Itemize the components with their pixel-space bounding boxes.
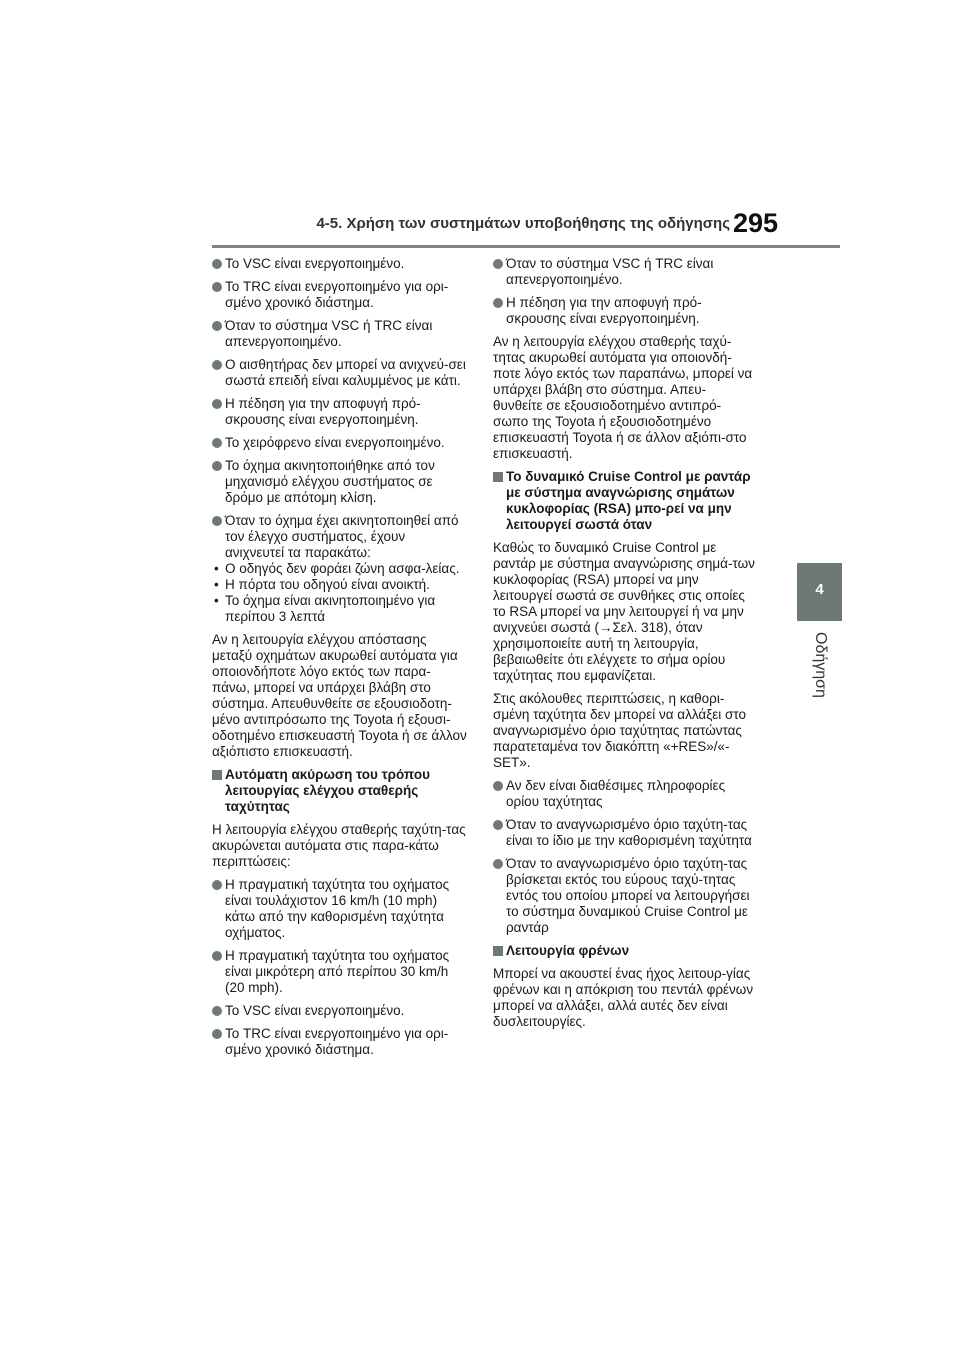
bullet-dot-icon: [212, 282, 222, 292]
chapter-tab: [797, 563, 842, 621]
list-item: Όταν το σύστημα VSC ή TRC είναι απενεργοποιημένο.: [493, 256, 755, 288]
list-item: Η πραγματική ταχύτητα του οχήματος είναι τουλάχιστον 16 km/h (10 mph) κάτω από την καθορισμένη ταχύτητα οχήματος.: [212, 877, 467, 941]
bullet-dot-icon: [212, 259, 222, 269]
bullet-dot-icon: [493, 820, 503, 830]
list-item: Το TRC είναι ενεργοποιημένο για ορι-σμένο χρονικό διάστημα.: [212, 1026, 467, 1058]
list-item: Όταν το αναγνωρισμένο όριο ταχύτη-τας είναι το ίδιο με την καθορισμένη ταχύτητα: [493, 817, 755, 849]
bullet-dot-icon: [212, 951, 222, 961]
list-item: Το όχημα ακινητοποιήθηκε από τον μηχανισμό ελέγχου συστήματος σε δρόμο με απότομη κλίση.: [212, 458, 467, 506]
bullet-dot-icon: [212, 438, 222, 448]
section-heading: Αυτόματη ακύρωση του τρόπου λειτουργίας ελέγχου σταθερής ταχύτητας: [212, 767, 467, 815]
bullet-dot-icon: [493, 859, 503, 869]
list-item: Όταν το όχημα έχει ακινητοποιηθεί από τον έλεγχο συστήματος, έχουν ανιχνευτεί τα παρακάτω:: [212, 513, 467, 561]
bullet-dot-icon: [212, 461, 222, 471]
sub-list-item: • Ο οδηγός δεν φοράει ζώνη ασφα-λείας.: [214, 561, 460, 576]
bullet-dot-icon: [212, 1006, 222, 1016]
right-column: [493, 256, 755, 1037]
bullet-small-dot-icon: •: [214, 577, 219, 592]
section-heading: Το δυναμικό Cruise Control με ραντάρ με σύστημα αναγνώρισης σημάτων κυκλοφορίας (RSA) μπο-ρεί να μην λειτουργεί σωστά όταν: [493, 469, 755, 533]
header-divider: [212, 245, 840, 248]
list-item: Ο αισθητήρας δεν μπορεί να ανιχνεύ-σει σωστά επειδή είναι καλυμμένος με κάτι.: [212, 357, 467, 389]
section-square-icon: [493, 472, 503, 482]
list-item: Το VSC είναι ενεργοποιημένο.: [212, 1003, 467, 1019]
list-item: Το TRC είναι ενεργοποιημένο για ορι-σμένο χρονικό διάστημα.: [212, 279, 467, 311]
chapter-tab-number: 4: [815, 581, 824, 598]
sub-list-item: • Το όχημα είναι ακινητοποιημένο για περίπου 3 λεπτά: [214, 593, 436, 624]
list-item: Η πέδηση για την αποφυγή πρό-σκρουσης είναι ενεργοποιημένη.: [493, 295, 755, 327]
section-heading: Λειτουργία φρένων: [493, 943, 755, 959]
list-item: Αν δεν είναι διαθέσιμες πληροφορίες ορίου ταχύτητας: [493, 778, 755, 810]
bullet-dot-icon: [212, 360, 222, 370]
chapter-header-title: 4-5. Χρήση των συστημάτων υποβοήθησης της οδήγησης: [316, 215, 730, 232]
chapter-tab-label: Οδήγηση: [812, 632, 829, 698]
list-item: Το χειρόφρενο είναι ενεργοποιημένο.: [212, 435, 467, 451]
list-item: Όταν το αναγνωρισμένο όριο ταχύτη-τας βρίσκεται εκτός του εύρους ταχύ-τητας εντός του οποίου μπορεί να λειτουργήσει το σύστημα δυναμικού Cruise Control με ραντάρ: [493, 856, 755, 936]
list-item: Η πραγματική ταχύτητα του οχήματος είναι μικρότερη από περίπου 30 km/h (20 mph).: [212, 948, 467, 996]
paragraph: Μπορεί να ακουστεί ένας ήχος λειτουρ-γίας φρένων και η απόκριση του πεντάλ φρένων μπορεί να αλλάξει, αλλά αυτές δεν είναι δυσλειτουργίες.: [493, 966, 754, 1029]
left-column: [212, 256, 467, 1065]
bullet-dot-icon: [493, 259, 503, 269]
paragraph: Η λειτουργία ελέγχου σταθερής ταχύτη-τας ακυρώνεται αυτόματα στις παρα-κάτω περιπτώσεις:: [212, 822, 466, 869]
bullet-dot-icon: [212, 321, 222, 331]
paragraph: Αν η λειτουργία ελέγχου σταθερής ταχύ-τητας ακυρωθεί αυτόματα για οποιονδή-ποτε λόγο εκτός των παραπάνω, μπορεί να υπάρχει βλάβη στο σύστημα. Απευ-θυνθείτε σε εξουσιοδοτημένο αντιπρό-σωπο της Toyota ή εξουσιοδοτημένο επισκευαστή Toyota ή σε άλλον αξιόπι-στο επισκευαστή.: [493, 334, 753, 461]
list-item: Όταν το σύστημα VSC ή TRC είναι απενεργοποιημένο.: [212, 318, 467, 350]
sub-list-item: • Η πόρτα του οδηγού είναι ανοικτή.: [214, 577, 430, 592]
bullet-small-dot-icon: •: [214, 561, 219, 576]
list-item: Η πέδηση για την αποφυγή πρό-σκρουσης είναι ενεργοποιημένη.: [212, 396, 467, 428]
bullet-dot-icon: [212, 880, 222, 890]
bullet-dot-icon: [212, 516, 222, 526]
page-number: 295: [733, 208, 779, 238]
section-square-icon: [212, 770, 222, 780]
sub-list: [212, 561, 467, 625]
bullet-dot-icon: [212, 399, 222, 409]
section-square-icon: [493, 946, 503, 956]
paragraph: Καθώς το δυναμικό Cruise Control με ραντάρ με σύστημα αναγνώρισης σημά-των κυκλοφορίας (RSA) μπορεί να μην λειτουργεί σωστά σε συνθήκες στις οποίες το RSA μπορεί να μην λειτουργεί ή να μην ανιχνεύει σωστά (→Σελ. 318), όταν χρησιμοποιείτε αυτή τη λειτουργία, βεβαιωθείτε ότι ελέγχετε το σήμα ορίου ταχύτητας που εμφανίζεται.: [493, 540, 755, 683]
paragraph: Αν η λειτουργία ελέγχου απόστασης μεταξύ οχημάτων ακυρωθεί αυτόματα για οποιονδήποτε λόγο εκτός των παρα-πάνω, μπορεί να υπάρχει βλάβη στο σύστημα. Απευθυνθείτε σε εξουσιοδοτη-μένο αντιπρόσωπο της Toyota ή εξουσι-οδοτημένο επισκευαστή Toyota ή σε άλλον αξιόπιστο επισκευαστή.: [212, 632, 467, 759]
paragraph: Στις ακόλουθες περιπτώσεις, η καθορι-σμένη ταχύτητα δεν μπορεί να αλλάξει στο αναγνωρισμένο όριο ταχύτητας πατώντας παρατεταμένα τον διακόπτη «+RES»/«-SET».: [493, 691, 746, 770]
bullet-small-dot-icon: •: [214, 593, 219, 608]
list-item: Το VSC είναι ενεργοποιημένο.: [212, 256, 467, 272]
bullet-dot-icon: [493, 298, 503, 308]
bullet-dot-icon: [212, 1029, 222, 1039]
bullet-dot-icon: [493, 781, 503, 791]
